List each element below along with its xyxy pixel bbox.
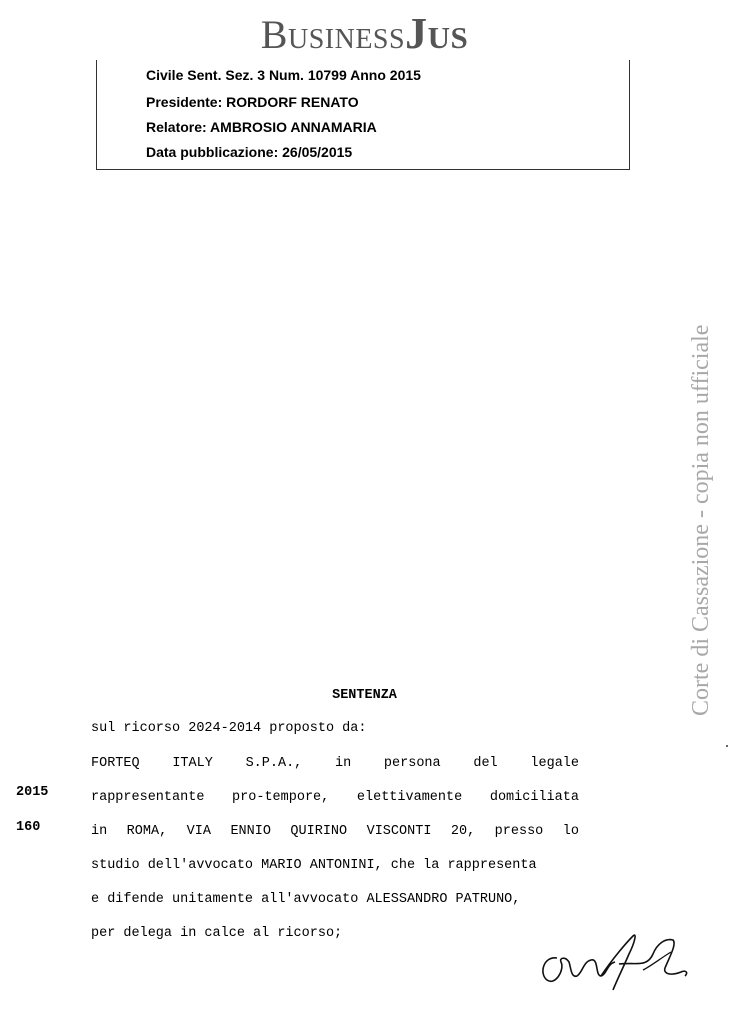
word: VISCONTI — [366, 824, 432, 839]
word: QUIRINO — [290, 824, 348, 839]
body-line-2 — [91, 790, 579, 824]
header-relatore: Relatore: AMBROSIO ANNAMARIA — [146, 119, 377, 135]
header-presidente: Presidente: RORDORF RENATO — [146, 94, 359, 110]
word: rappresentante — [91, 790, 205, 805]
word: lo — [562, 824, 579, 839]
word: VIA — [186, 824, 211, 839]
body-line-5: e difende unitamente all'avvocato ALESSANDRO PATRUNO, — [91, 892, 521, 907]
word: FORTEQ — [91, 756, 140, 771]
body-text — [91, 756, 579, 960]
word: in — [91, 824, 108, 839]
word: del — [473, 756, 498, 771]
word: persona — [383, 756, 441, 771]
case-header-box — [96, 60, 630, 170]
word: in — [335, 756, 352, 771]
word: 20, — [450, 824, 476, 839]
word: domiciliata — [489, 790, 579, 805]
word: elettivamente — [356, 790, 463, 805]
logo-part-business: Business — [260, 12, 406, 57]
margin-year: 2015 — [16, 785, 49, 800]
header-data-pubblicazione: Data pubblicazione: 26/05/2015 — [146, 144, 353, 160]
word: ITALY — [172, 756, 213, 771]
body-line-4: studio dell'avvocato MARIO ANTONINI, che la rappresenta — [91, 858, 537, 873]
body-line-1 — [91, 756, 579, 790]
handwritten-signature — [535, 928, 695, 998]
intro-line: sul ricorso 2024-2014 proposto da: — [91, 721, 367, 736]
body-line-3 — [91, 824, 579, 858]
document-title: SENTENZA — [332, 688, 397, 703]
logo-part-jus: Jus — [405, 9, 469, 58]
word: legale — [530, 756, 579, 771]
word: presso — [494, 824, 544, 839]
word: ENNIO — [230, 824, 271, 839]
side-watermark: Corte di Cassazione - copia non ufficiale — [688, 324, 714, 716]
body-line-6: per delega in calce al ricorso; — [91, 926, 343, 941]
word: pro-tempore, — [232, 790, 330, 805]
margin-number: 160 — [16, 820, 41, 835]
word: ROMA, — [126, 824, 168, 839]
speck — [726, 745, 728, 747]
word: S.P.A., — [245, 756, 303, 771]
businessjus-logo — [0, 9, 729, 58]
header-case-line: Civile Sent. Sez. 3 Num. 10799 Anno 2015 — [146, 67, 421, 83]
